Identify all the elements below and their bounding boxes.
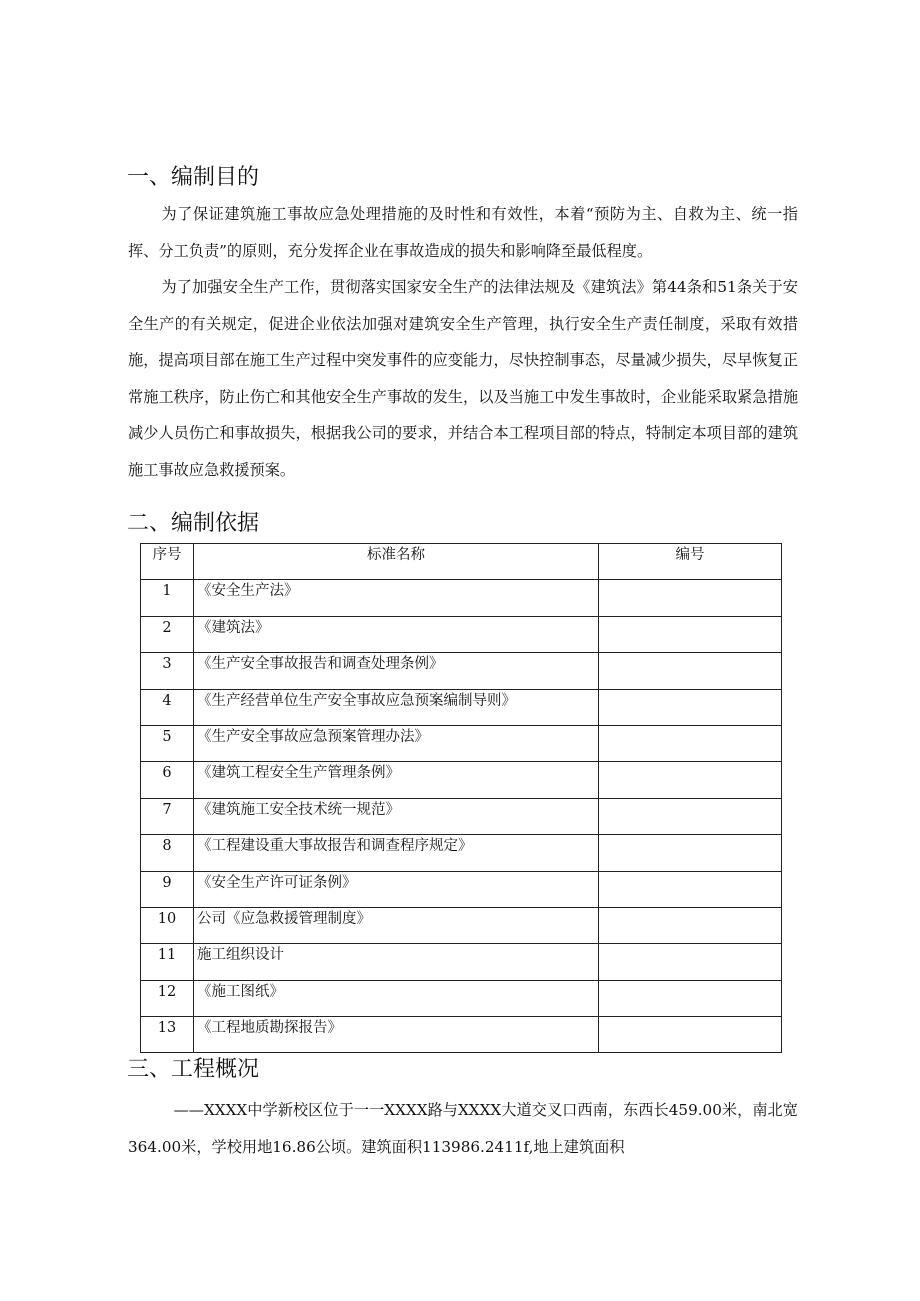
table-row — [141, 907, 782, 943]
section-3-paragraph: ——XXXX中学新校区位于一一XXXX路与XXXX大道交叉口西南，东西长459.00米，南北宽364.00米，学校用地16.86公顷。建筑面积113986.2411f,地上建筑面积 — [128, 1101, 798, 1156]
table-row — [141, 798, 782, 834]
row-code — [599, 907, 782, 943]
row-code — [599, 580, 782, 616]
table-row — [141, 689, 782, 725]
row-code — [599, 871, 782, 907]
row-name: 公司《应急救援管理制度》 — [194, 907, 599, 943]
row-no: 3 — [141, 653, 194, 689]
row-no: 4 — [141, 689, 194, 725]
table-row — [141, 944, 782, 980]
table-row — [141, 762, 782, 798]
row-name: 施工组织设计 — [194, 944, 599, 980]
row-no: 1 — [141, 580, 194, 616]
header-no: 序号 — [141, 544, 194, 580]
row-code — [599, 616, 782, 652]
section-1-paragraph-1: 为了保证建筑施工事故应急处理措施的及时性和有效性，本着“预防为主、自救为主、统一指挥、分工负责”的原则，充分发挥企业在事故造成的损失和影响降至最低程度。 — [128, 205, 798, 260]
table-row — [141, 653, 782, 689]
row-name: 《建筑施工安全技术统一规范》 — [194, 798, 599, 834]
table-row — [141, 980, 782, 1016]
row-no: 11 — [141, 944, 194, 980]
row-no: 2 — [141, 616, 194, 652]
row-no: 13 — [141, 1017, 194, 1053]
table-header-row — [141, 544, 782, 580]
row-name: 《安全生产许可证条例》 — [194, 871, 599, 907]
row-no: 12 — [141, 980, 194, 1016]
row-code — [599, 725, 782, 761]
row-name: 《工程建设重大事故报告和调查程序规定》 — [194, 835, 599, 871]
row-code — [599, 1017, 782, 1053]
row-name: 《施工图纸》 — [194, 980, 599, 1016]
row-no: 8 — [141, 835, 194, 871]
table-row — [141, 1017, 782, 1053]
row-name: 《生产安全事故应急预案管理办法》 — [194, 725, 599, 761]
header-name: 标准名称 — [194, 544, 599, 580]
row-name: 《建筑工程安全生产管理条例》 — [194, 762, 599, 798]
section-3-title: 三、工程概况 — [127, 1057, 260, 1082]
row-no: 9 — [141, 871, 194, 907]
basis-table — [140, 543, 782, 1053]
header-code: 编号 — [599, 544, 782, 580]
row-no: 10 — [141, 907, 194, 943]
table-row — [141, 725, 782, 761]
row-code — [599, 653, 782, 689]
row-code — [599, 980, 782, 1016]
row-name: 《工程地质勘探报告》 — [194, 1017, 599, 1053]
row-no: 7 — [141, 798, 194, 834]
section-1-paragraph-2: 为了加强安全生产工作，贯彻落实国家安全生产的法律法规及《建筑法》第44条和51条关于安全生产的有关规定，促进企业依法加强对建筑安全生产管理，执行安全生产责任制度，采取有效措施，提高项目部在施工生产过程中突发事件的应变能力，尽快控制事态，尽量减少损失，尽早恢复正常施工秩序，防止伤亡和其他安全生产事故的发生，以及当施工中发生事故时，企业能采取紧急措施减少人员伤亡和事故损失，根据我公司的要求，并结合本工程项目部的特点，特制定本项目部的建筑施工事故应急救援预案。 — [128, 278, 798, 479]
row-no: 6 — [141, 762, 194, 798]
row-code — [599, 798, 782, 834]
section-1-title: 一、编制目的 — [127, 165, 260, 190]
row-code — [599, 944, 782, 980]
table-row — [141, 871, 782, 907]
table-row — [141, 835, 782, 871]
section-2-title: 二、编制依据 — [127, 511, 260, 536]
table-row — [141, 616, 782, 652]
table-row — [141, 580, 782, 616]
row-name: 《生产经营单位生产安全事故应急预案编制导则》 — [194, 689, 599, 725]
row-no: 5 — [141, 725, 194, 761]
row-code — [599, 689, 782, 725]
row-code — [599, 762, 782, 798]
row-name: 《安全生产法》 — [194, 580, 599, 616]
row-name: 《生产安全事故报告和调查处理条例》 — [194, 653, 599, 689]
row-name: 《建筑法》 — [194, 616, 599, 652]
row-code — [599, 835, 782, 871]
